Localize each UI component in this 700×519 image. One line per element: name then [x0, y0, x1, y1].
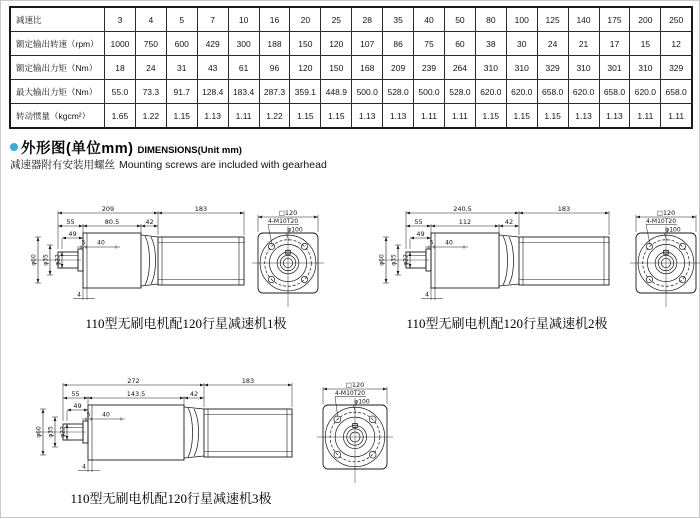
svg-text:55: 55: [66, 217, 75, 226]
svg-text:φ60: φ60: [35, 426, 43, 438]
spec-cell: 1.13: [383, 104, 414, 129]
section-note-en: Mounting screws are included with gearhead: [119, 159, 327, 171]
spec-cell: 3: [105, 7, 136, 32]
spec-cell: 24: [135, 56, 166, 80]
spec-cell: 287.3: [259, 80, 290, 104]
side-view: [34, 233, 244, 288]
spec-cell: 429: [197, 32, 228, 56]
spec-cell: 1.22: [259, 104, 290, 129]
spec-cell: 620.0: [506, 80, 537, 104]
svg-text:272: 272: [127, 376, 140, 385]
spec-cell: 1.11: [414, 104, 445, 129]
spec-cell: 1.15: [537, 104, 568, 129]
spec-table-row: [10, 80, 692, 104]
svg-text:112: 112: [458, 217, 472, 226]
spec-cell: 120: [321, 32, 352, 56]
spec-cell: 1.11: [630, 104, 661, 129]
spec-cell: 200: [630, 7, 661, 32]
spec-cell: 175: [599, 7, 630, 32]
spec-cell: 658.0: [599, 80, 630, 104]
spec-cell: 24: [537, 32, 568, 56]
svg-text:42: 42: [189, 389, 199, 398]
svg-text:φ35: φ35: [390, 254, 398, 266]
svg-text:80.5: 80.5: [104, 217, 120, 226]
spec-cell: 140: [568, 7, 599, 32]
spec-cell: 150: [321, 56, 352, 80]
spec-cell: 1.13: [568, 104, 599, 129]
spec-cell: 528.0: [383, 80, 414, 104]
spec-cell: 658.0: [537, 80, 568, 104]
spec-cell: 20: [290, 7, 321, 32]
svg-text:φ22: φ22: [59, 426, 67, 438]
section-bullet-icon: [10, 143, 18, 151]
spec-cell: 1.15: [321, 104, 352, 129]
spec-cell: 264: [444, 56, 475, 80]
spec-cell: 209: [383, 56, 414, 80]
svg-text:49: 49: [73, 401, 82, 410]
spec-cell: 38: [475, 32, 506, 56]
svg-text:φ22: φ22: [54, 254, 62, 266]
spec-cell: 620.0: [475, 80, 506, 104]
spec-cell: 150: [290, 32, 321, 56]
svg-text:φ60: φ60: [378, 254, 386, 266]
flange-front-view: [317, 381, 393, 483]
spec-cell: 1.15: [166, 104, 197, 129]
drawing-caption-2: 110型无刷电机配120行星减速机2极: [406, 316, 608, 331]
svg-text:240.5: 240.5: [453, 204, 472, 213]
spec-cell: 1.15: [506, 104, 537, 129]
svg-text:4: 4: [82, 463, 86, 471]
spec-table-row: [10, 56, 692, 80]
spec-cell: 1.11: [228, 104, 259, 129]
flange-front-view: [252, 209, 324, 307]
svg-text:5: 5: [81, 239, 86, 247]
svg-text:143.5: 143.5: [126, 389, 146, 398]
spec-cell: 128.4: [197, 80, 228, 104]
spec-table-body: [10, 7, 692, 128]
spec-table-row: [10, 7, 692, 32]
spec-cell: 60: [444, 32, 475, 56]
spec-row-label: 最大输出力矩（Nm）: [10, 80, 105, 104]
spec-cell: 183.4: [228, 80, 259, 104]
svg-text:40: 40: [97, 239, 105, 247]
drawing-caption-1: 110型无刷电机配120行星减速机1极: [85, 316, 287, 331]
spec-cell: 18: [105, 56, 136, 80]
svg-text:40: 40: [102, 411, 110, 419]
spec-cell: 620.0: [630, 80, 661, 104]
spec-cell: 40: [414, 7, 445, 32]
spec-cell: 1.11: [444, 104, 475, 129]
spec-cell: 50: [444, 7, 475, 32]
svg-text:40: 40: [445, 239, 453, 247]
spec-cell: 168: [352, 56, 383, 80]
svg-text:4-M10T20: 4-M10T20: [267, 218, 299, 225]
svg-text:183: 183: [241, 376, 255, 385]
spec-cell: 310: [630, 56, 661, 80]
section-title-en: DIMENSIONS(Unit mm): [137, 145, 242, 156]
spec-cell: 28: [352, 7, 383, 32]
spec-cell: 1.15: [475, 104, 506, 129]
spec-row-label: 转动惯量（kgcm²）: [10, 104, 105, 129]
spec-cell: 1000: [105, 32, 136, 56]
spec-cell: 1.15: [290, 104, 321, 129]
spec-cell: 7: [197, 7, 228, 32]
spec-cell: 86: [383, 32, 414, 56]
spec-cell: 55.0: [105, 80, 136, 104]
spec-table: [9, 6, 693, 129]
svg-text:209: 209: [101, 204, 115, 213]
svg-text:4: 4: [77, 291, 81, 299]
spec-cell: 500.0: [352, 80, 383, 104]
svg-text:49: 49: [416, 229, 425, 238]
svg-text:4: 4: [425, 291, 429, 299]
spec-cell: 61: [228, 56, 259, 80]
spec-cell: 80: [475, 7, 506, 32]
spec-cell: 359.1: [290, 80, 321, 104]
spec-cell: 1.65: [105, 104, 136, 129]
spec-cell: 21: [568, 32, 599, 56]
spec-cell: 620.0: [568, 80, 599, 104]
dimensions-section-header: [10, 137, 242, 155]
spec-cell: 96: [259, 56, 290, 80]
svg-text:φ35: φ35: [47, 426, 55, 438]
spec-cell: 528.0: [444, 80, 475, 104]
svg-text:φ100: φ100: [354, 398, 370, 406]
svg-text:φ60: φ60: [30, 254, 38, 266]
spec-cell: 17: [599, 32, 630, 56]
spec-cell: 250: [661, 7, 692, 32]
spec-cell: 35: [383, 7, 414, 32]
spec-cell: 500.0: [414, 80, 445, 104]
section-title-cn: 外形图(单位mm): [21, 141, 134, 157]
svg-text:□120: □120: [278, 208, 298, 217]
svg-text:4-M10T20: 4-M10T20: [334, 390, 366, 397]
svg-text:183: 183: [557, 204, 571, 213]
spec-cell: 125: [537, 7, 568, 32]
spec-cell: 301: [599, 56, 630, 80]
side-view: [382, 233, 609, 288]
svg-text:φ100: φ100: [665, 226, 681, 234]
svg-text:4-M10T20: 4-M10T20: [645, 218, 677, 225]
spec-cell: 73.3: [135, 80, 166, 104]
spec-cell: 329: [537, 56, 568, 80]
spec-row-label: 额定输出转速（rpm）: [10, 32, 105, 56]
spec-table-row: [10, 32, 692, 56]
svg-text:□120: □120: [656, 208, 676, 217]
svg-text:□120: □120: [345, 380, 365, 389]
spec-cell: 75: [414, 32, 445, 56]
svg-text:φ22: φ22: [402, 254, 410, 266]
svg-text:49: 49: [68, 229, 77, 238]
spec-cell: 600: [166, 32, 197, 56]
spec-row-label: 额定输出力矩（Nm）: [10, 56, 105, 80]
spec-cell: 188: [259, 32, 290, 56]
spec-row-label: 减速比: [10, 7, 105, 32]
spec-cell: 100: [506, 7, 537, 32]
spec-cell: 12: [661, 32, 692, 56]
spec-cell: 1.13: [352, 104, 383, 129]
spec-cell: 15: [630, 32, 661, 56]
spec-cell: 5: [166, 7, 197, 32]
spec-cell: 30: [506, 32, 537, 56]
drawing-caption-3: 110型无刷电机配120行星减速机3极: [70, 491, 272, 506]
svg-text:55: 55: [71, 389, 80, 398]
spec-cell: 1.22: [135, 104, 166, 129]
spec-cell: 300: [228, 32, 259, 56]
spec-cell: 239: [414, 56, 445, 80]
spec-cell: 4: [135, 7, 166, 32]
svg-text:42: 42: [504, 217, 514, 226]
spec-table-row: [10, 104, 692, 129]
flange-front-view: [630, 209, 700, 307]
spec-cell: 31: [166, 56, 197, 80]
spec-cell: 91.7: [166, 80, 197, 104]
dimensions-section-note: [10, 157, 327, 172]
spec-cell: 10: [228, 7, 259, 32]
spec-cell: 1.11: [661, 104, 692, 129]
svg-text:42: 42: [145, 217, 154, 226]
spec-cell: 448.9: [321, 80, 352, 104]
spec-cell: 310: [506, 56, 537, 80]
spec-cell: 120: [290, 56, 321, 80]
svg-text:183: 183: [194, 204, 208, 213]
spec-cell: 310: [475, 56, 506, 80]
spec-cell: 1.13: [197, 104, 228, 129]
spec-cell: 310: [568, 56, 599, 80]
svg-text:55: 55: [414, 217, 423, 226]
spec-cell: 16: [259, 7, 290, 32]
spec-cell: 1.13: [599, 104, 630, 129]
svg-text:5: 5: [86, 411, 91, 419]
spec-cell: 107: [352, 32, 383, 56]
svg-text:φ100: φ100: [287, 226, 303, 234]
spec-cell: 43: [197, 56, 228, 80]
spec-cell: 750: [135, 32, 166, 56]
svg-text:φ35: φ35: [42, 254, 50, 266]
spec-cell: 25: [321, 7, 352, 32]
side-view: [39, 405, 292, 460]
section-note-cn: 减速器附有安装用螺丝: [10, 159, 115, 171]
svg-text:5: 5: [429, 239, 434, 247]
spec-cell: 329: [661, 56, 692, 80]
spec-cell: 658.0: [661, 80, 692, 104]
